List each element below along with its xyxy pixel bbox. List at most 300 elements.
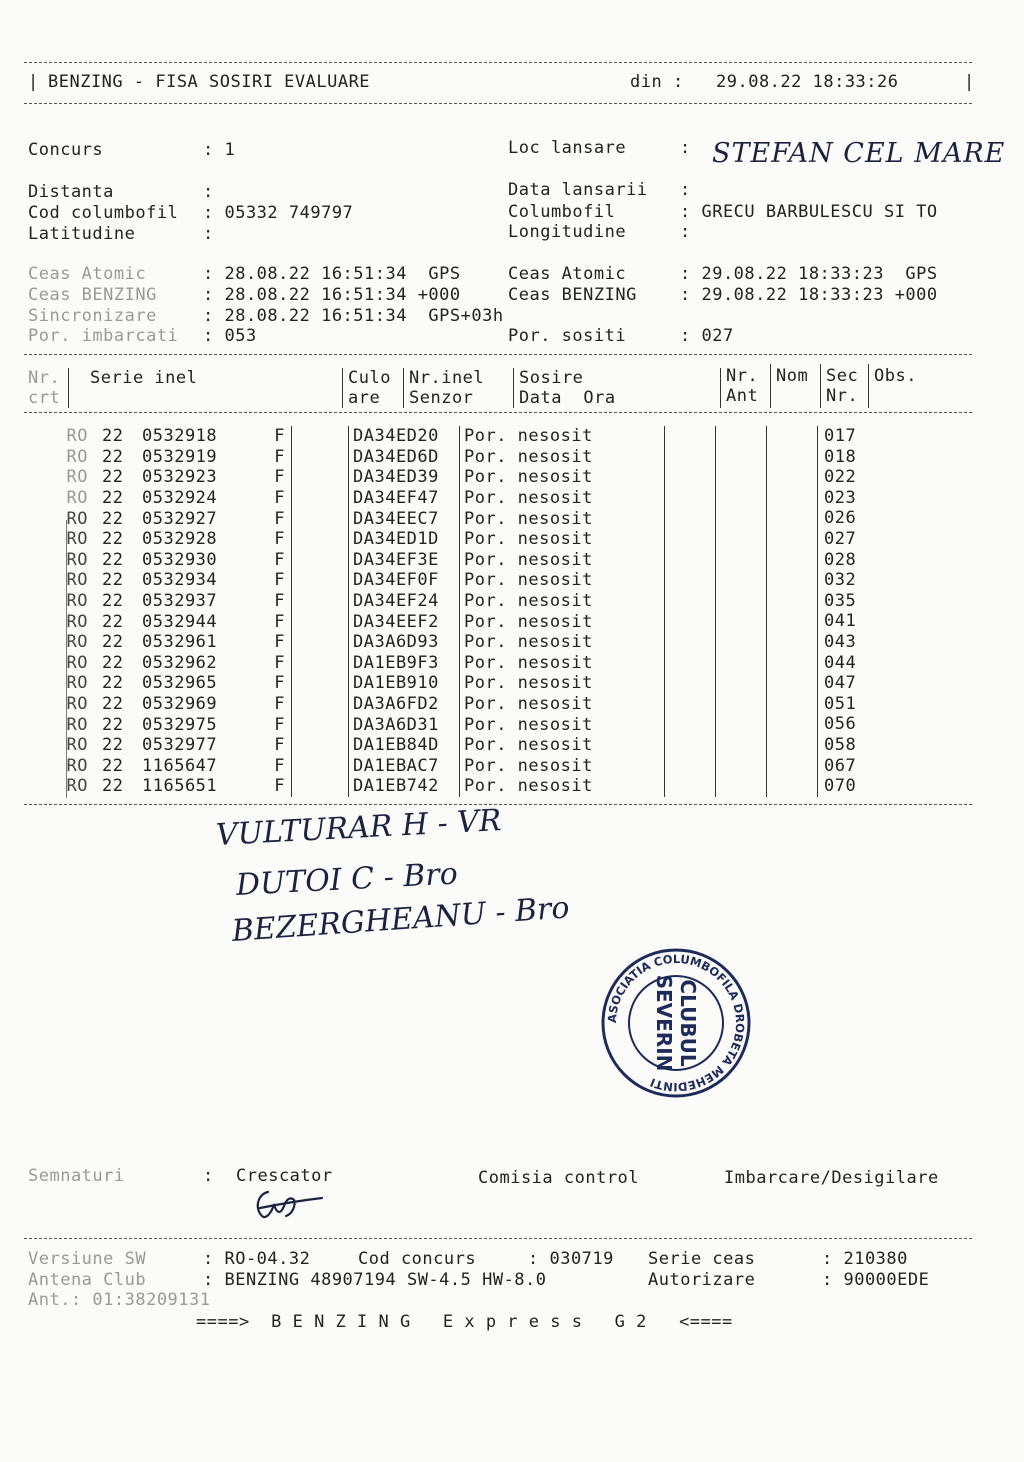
ceas-atomic-label: Ceas Atomic <box>28 264 147 284</box>
row-country: RO <box>66 776 88 797</box>
th-serie-inel: Serie inel <box>90 368 198 388</box>
row-sex: F <box>274 591 285 612</box>
table-row <box>26 694 914 715</box>
row-nom <box>716 776 767 797</box>
row-ring-number: 0532962 <box>142 652 218 673</box>
th-nr-ant-2: Ant <box>726 386 759 406</box>
row-obs: 028 <box>818 550 915 571</box>
row-sex: F <box>274 508 285 529</box>
row-ring-number: 0532965 <box>142 673 218 694</box>
row-nr-ant <box>665 591 716 612</box>
autorizare-label: Autorizare <box>648 1270 756 1290</box>
row-year: 22 <box>102 776 124 797</box>
row-obs: 043 <box>818 632 915 653</box>
row-ring-number: 0532977 <box>142 735 218 756</box>
th-sosire-1: Sosire <box>519 368 584 388</box>
header-bar-left: | <box>28 72 39 92</box>
cod-columbofil-value: : 05332 749797 <box>203 203 354 223</box>
concurs-label: Concurs <box>28 140 104 160</box>
row-obs: 032 <box>818 570 915 591</box>
table-row <box>26 714 914 735</box>
row-obs: 058 <box>818 735 915 756</box>
row-sec-nr <box>767 694 818 715</box>
row-obs: 044 <box>818 653 915 674</box>
row-color <box>292 488 349 509</box>
row-nom <box>716 529 767 550</box>
cod-concurs-label: Cod concurs <box>358 1249 477 1269</box>
row-color <box>292 776 349 797</box>
row-sec-nr <box>767 447 818 468</box>
row-nr-ant <box>665 653 716 674</box>
divider-footer <box>24 1238 972 1239</box>
row-country: RO <box>66 755 88 776</box>
row-sensor: DA34EEC7 <box>349 508 460 529</box>
row-sec-nr <box>767 488 818 509</box>
th-nr-inel-1: Nr.inel <box>409 368 485 388</box>
row-country: RO <box>66 714 88 735</box>
row-sensor: DA1EB910 <box>349 673 460 694</box>
ceas-benzing-right-label: Ceas BENZING <box>508 285 637 305</box>
row-sec-nr <box>767 611 818 632</box>
row-ring-number: 0532928 <box>142 529 218 550</box>
semnaturi-label: Semnaturi <box>28 1166 125 1186</box>
comisia-control-label: Comisia control <box>478 1168 640 1188</box>
row-nr-ant <box>665 611 716 632</box>
row-sex: F <box>274 714 285 735</box>
table-row <box>26 426 914 447</box>
row-sec-nr <box>767 591 818 612</box>
row-sex: F <box>274 549 285 570</box>
row-year: 22 <box>102 549 124 570</box>
table-row <box>26 632 914 653</box>
row-country: RO <box>66 570 88 591</box>
crescator-signature <box>250 1186 330 1226</box>
row-sec-nr <box>767 570 818 591</box>
th-sep-3 <box>403 368 404 408</box>
row-sex: F <box>274 776 285 797</box>
row-sensor: DA34ED20 <box>349 426 460 447</box>
row-color <box>292 550 349 571</box>
row-nom <box>716 714 767 735</box>
date-label: din : <box>630 72 684 92</box>
sincronizare-label: Sincronizare <box>28 306 157 326</box>
th-sosire-2: Data Ora <box>519 388 616 408</box>
row-arrival: Por. nesosit <box>460 467 665 488</box>
row-ring-number: 0532944 <box>142 611 218 632</box>
row-nom <box>716 694 767 715</box>
antena-label: Antena Club <box>28 1270 147 1290</box>
header-bar-right: | <box>964 72 975 92</box>
ceas-benzing-left: : 28.08.22 16:51:34 +000 <box>203 285 461 305</box>
row-sec-nr <box>767 653 818 674</box>
row-year: 22 <box>102 611 124 632</box>
th-sec-nr-2: Nr. <box>826 386 859 406</box>
antena-value: : BENZING 48907194 SW-4.5 HW-8.0 <box>203 1270 547 1290</box>
row-year: 22 <box>102 570 124 591</box>
row-sec-nr <box>767 776 818 797</box>
row-country: RO <box>66 467 88 488</box>
row-arrival: Por. nesosit <box>460 550 665 571</box>
row-arrival: Por. nesosit <box>460 508 665 529</box>
row-arrival: Por. nesosit <box>460 426 665 447</box>
loc-lansare-label: Loc lansare <box>508 138 627 158</box>
row-sex: F <box>274 694 285 715</box>
row-country: RO <box>66 426 88 447</box>
row-nr-ant <box>665 447 716 468</box>
row-obs: 017 <box>818 426 915 447</box>
cod-concurs-value: : 030719 <box>528 1249 614 1269</box>
row-arrival: Por. nesosit <box>460 694 665 715</box>
th-culoare-2: are <box>348 388 381 408</box>
row-year: 22 <box>102 446 124 467</box>
row-ring-number: 0532969 <box>142 694 218 715</box>
ceas-benzing-label: Ceas BENZING <box>28 285 157 305</box>
arrivals-table <box>26 426 914 797</box>
row-year: 22 <box>102 529 124 550</box>
table-row <box>26 508 914 529</box>
row-obs: 022 <box>818 467 915 488</box>
row-nom <box>716 447 767 468</box>
row-arrival: Por. nesosit <box>460 632 665 653</box>
row-year: 22 <box>102 652 124 673</box>
row-nr-ant <box>665 776 716 797</box>
row-country: RO <box>66 488 88 509</box>
row-sec-nr <box>767 714 818 735</box>
th-sep-6 <box>770 364 771 408</box>
columbofil-label: Columbofil <box>508 202 616 222</box>
row-arrival: Por. nesosit <box>460 756 665 777</box>
row-nr-ant <box>665 508 716 529</box>
th-sep-8 <box>868 364 869 408</box>
row-sensor: DA1EBAC7 <box>349 756 460 777</box>
row-color <box>292 735 349 756</box>
row-arrival: Por. nesosit <box>460 611 665 632</box>
row-sex: F <box>274 673 285 694</box>
row-color <box>292 714 349 735</box>
row-nom <box>716 550 767 571</box>
row-color <box>292 570 349 591</box>
row-sex: F <box>274 611 285 632</box>
row-arrival: Por. nesosit <box>460 488 665 509</box>
row-color <box>292 632 349 653</box>
crescator-label: Crescator <box>236 1166 333 1186</box>
handwritten-note-2: DUTOI C - Bro <box>235 856 459 903</box>
row-nr-ant <box>665 426 716 447</box>
row-sensor: DA3A6D93 <box>349 632 460 653</box>
row-ring-number: 0532923 <box>142 467 218 488</box>
row-sec-nr <box>767 735 818 756</box>
row-color <box>292 529 349 550</box>
distanta-value: : <box>203 182 214 202</box>
autorizare-value: : 90000EDE <box>822 1270 930 1290</box>
row-sensor: DA3A6FD2 <box>349 694 460 715</box>
row-ring-number: 0532918 <box>142 426 218 447</box>
latitudine-value: : <box>203 224 214 244</box>
row-country: RO <box>66 611 88 632</box>
table-row <box>26 756 914 777</box>
row-color <box>292 426 349 447</box>
row-sex: F <box>274 632 285 653</box>
stamp-inner-line2: SEVERIN <box>652 974 676 1072</box>
document-datetime: 29.08.22 18:33:26 <box>716 72 899 92</box>
cod-columbofil-label: Cod columbofil <box>28 203 179 223</box>
ceas-atomic-left: : 28.08.22 16:51:34 GPS <box>203 264 461 284</box>
row-country: RO <box>66 735 88 756</box>
row-sex: F <box>274 446 285 467</box>
row-obs: 051 <box>818 694 915 715</box>
row-sec-nr <box>767 508 818 529</box>
row-nr-ant <box>665 694 716 715</box>
versiune-label: Versiune SW <box>28 1249 147 1269</box>
row-year: 22 <box>102 508 124 529</box>
row-year: 22 <box>102 714 124 735</box>
row-nom <box>716 570 767 591</box>
handwritten-note-3: BEZERGHEANU - Bro <box>230 890 571 949</box>
row-sensor: DA34EF24 <box>349 591 460 612</box>
loc-lansare-sep: : <box>680 138 691 158</box>
distanta-label: Distanta <box>28 182 114 202</box>
row-country: RO <box>66 694 88 715</box>
table-row <box>26 611 914 632</box>
th-sep-7 <box>820 364 821 408</box>
row-sex: F <box>274 735 285 756</box>
th-sec-nr-1: Sec <box>826 366 859 386</box>
stamp-outer-text: ASOCIATIA COLUMBOFILA DROBETA MEHEDINTI <box>604 951 748 1095</box>
columbofil-value: : GRECU BARBULESCU SI TO <box>680 202 938 222</box>
row-nom <box>716 735 767 756</box>
th-nr-inel-2: Senzor <box>409 388 474 408</box>
row-nr-ant <box>665 735 716 756</box>
longitudine-label: Longitudine <box>508 222 627 242</box>
row-color <box>292 756 349 777</box>
row-country: RO <box>66 673 88 694</box>
row-year: 22 <box>102 735 124 756</box>
row-sensor: DA34ED1D <box>349 529 460 550</box>
row-nom <box>716 467 767 488</box>
row-nr-ant <box>665 756 716 777</box>
th-sep-4 <box>513 368 514 408</box>
serie-ceas-label: Serie ceas <box>648 1249 756 1269</box>
row-sensor: DA34EF3E <box>349 550 460 571</box>
row-ring-number: 1165651 <box>142 776 218 797</box>
table-row <box>26 776 914 797</box>
stamp-inner-line1: CLUBUL <box>676 979 700 1067</box>
row-arrival: Por. nesosit <box>460 714 665 735</box>
row-country: RO <box>66 591 88 612</box>
row-arrival: Por. nesosit <box>460 529 665 550</box>
th-culoare-1: Culo <box>348 368 391 388</box>
row-sec-nr <box>767 467 818 488</box>
document-title: BENZING - FISA SOSIRI EVALUARE <box>48 72 371 92</box>
por-imbarcati-label: Por. imbarcati <box>28 326 179 346</box>
row-obs: 018 <box>818 447 915 468</box>
row-year: 22 <box>102 467 124 488</box>
row-obs: 056 <box>818 714 915 735</box>
row-nom <box>716 673 767 694</box>
row-nom <box>716 426 767 447</box>
row-ring-number: 0532937 <box>142 591 218 612</box>
row-year: 22 <box>102 673 124 694</box>
row-arrival: Por. nesosit <box>460 673 665 694</box>
row-sex: F <box>274 570 285 591</box>
row-sensor: DA34EEF2 <box>349 611 460 632</box>
row-obs: 026 <box>818 508 915 529</box>
table-row <box>26 467 914 488</box>
row-sensor: DA1EB742 <box>349 776 460 797</box>
row-ring-number: 1165647 <box>142 755 218 776</box>
row-nom <box>716 632 767 653</box>
row-arrival: Por. nesosit <box>460 570 665 591</box>
row-year: 22 <box>102 755 124 776</box>
row-arrival: Por. nesosit <box>460 653 665 674</box>
row-sex: F <box>274 467 285 488</box>
row-color <box>292 673 349 694</box>
row-nr-ant <box>665 673 716 694</box>
row-year: 22 <box>102 426 124 447</box>
row-sensor: DA3A6D31 <box>349 714 460 735</box>
row-nom <box>716 653 767 674</box>
semnaturi-sep: : <box>203 1166 214 1186</box>
row-obs: 067 <box>818 756 915 777</box>
row-nom <box>716 611 767 632</box>
row-nom <box>716 508 767 529</box>
table-row <box>26 591 914 612</box>
row-ring-number: 0532924 <box>142 488 218 509</box>
row-color <box>292 653 349 674</box>
row-ring-number: 0532961 <box>142 632 218 653</box>
longitudine-value: : <box>680 222 691 242</box>
row-sec-nr <box>767 550 818 571</box>
th-sep-5 <box>720 368 721 408</box>
row-nr-ant <box>665 550 716 571</box>
row-nr-ant <box>665 467 716 488</box>
divider-top <box>24 62 972 63</box>
versiune-value: : RO-04.32 <box>203 1249 311 1269</box>
divider-header <box>24 103 972 104</box>
divider-table-header <box>24 412 972 413</box>
row-sec-nr <box>767 673 818 694</box>
row-nr-ant <box>665 632 716 653</box>
row-country: RO <box>66 652 88 673</box>
row-sex: F <box>274 488 285 509</box>
row-nom <box>716 756 767 777</box>
row-obs: 047 <box>818 673 915 694</box>
row-arrival: Por. nesosit <box>460 735 665 756</box>
table-row <box>26 550 914 571</box>
row-sex: F <box>274 755 285 776</box>
row-ring-number: 0532927 <box>142 508 218 529</box>
row-color <box>292 508 349 529</box>
row-sex: F <box>274 652 285 673</box>
concurs-value: : 1 <box>203 140 236 160</box>
por-sositi-label: Por. sositi <box>508 326 627 346</box>
ceas-atomic-right: : 29.08.22 18:33:23 GPS <box>680 264 938 284</box>
row-sec-nr <box>767 632 818 653</box>
row-sensor: DA1EB9F3 <box>349 653 460 674</box>
data-lansarii-value: : <box>680 180 691 200</box>
row-nr-ant <box>665 488 716 509</box>
table-row <box>26 529 914 550</box>
loc-lansare-handwritten: STEFAN CEL MARE <box>712 138 1006 169</box>
row-country: RO <box>66 446 88 467</box>
row-ring-number: 0532930 <box>142 549 218 570</box>
row-country: RO <box>66 508 88 529</box>
row-ring-number: 0532934 <box>142 570 218 591</box>
table-row <box>26 735 914 756</box>
sincronizare-value: : 28.08.22 16:51:34 GPS+03h <box>203 306 504 326</box>
table-row <box>26 653 914 674</box>
row-sec-nr <box>767 529 818 550</box>
imbarcare-label: Imbarcare/Desigilare <box>724 1168 939 1188</box>
row-nom <box>716 488 767 509</box>
row-sex: F <box>274 529 285 550</box>
row-obs: 041 <box>818 611 915 632</box>
th-sep-2 <box>342 368 343 408</box>
ant-line: Ant.: 01:38209131 <box>28 1290 211 1310</box>
row-nr-ant <box>665 529 716 550</box>
row-color <box>292 467 349 488</box>
row-sensor: DA34EF0F <box>349 570 460 591</box>
row-year: 22 <box>102 694 124 715</box>
row-obs: 035 <box>818 591 915 612</box>
table-row <box>26 447 914 468</box>
row-sec-nr <box>767 756 818 777</box>
row-obs: 027 <box>818 529 915 550</box>
serie-ceas-value: : 210380 <box>822 1249 908 1269</box>
por-sositi-value: : 027 <box>680 326 734 346</box>
row-sex: F <box>274 426 285 447</box>
ceas-atomic-right-label: Ceas Atomic <box>508 264 627 284</box>
row-country: RO <box>66 632 88 653</box>
row-arrival: Por. nesosit <box>460 591 665 612</box>
row-sensor: DA34ED6D <box>349 447 460 468</box>
row-color <box>292 447 349 468</box>
benzing-express-line: ====> B E N Z I N G E x p r e s s G 2 <==== <box>196 1312 733 1332</box>
row-sensor: DA1EB84D <box>349 735 460 756</box>
club-stamp <box>598 948 754 1098</box>
row-ring-number: 0532919 <box>142 446 218 467</box>
row-ring-number: 0532975 <box>142 714 218 735</box>
th-obs: Obs. <box>874 366 917 386</box>
row-arrival: Por. nesosit <box>460 447 665 468</box>
divider-table-top <box>24 354 972 355</box>
row-color <box>292 591 349 612</box>
table-row <box>26 488 914 509</box>
row-sec-nr <box>767 426 818 447</box>
por-imbarcati-value: : 053 <box>203 326 257 346</box>
row-color <box>292 611 349 632</box>
th-nr-ant-1: Nr. <box>726 366 759 386</box>
row-nr-ant <box>665 570 716 591</box>
ceas-benzing-right: : 29.08.22 18:33:23 +000 <box>680 285 938 305</box>
row-sensor: DA34EF47 <box>349 488 460 509</box>
th-nr-crt-1: Nr. <box>28 368 61 388</box>
row-country: RO <box>66 549 88 570</box>
th-nom: Nom <box>776 366 809 386</box>
row-arrival: Por. nesosit <box>460 776 665 797</box>
row-sensor: DA34ED39 <box>349 467 460 488</box>
th-nr-crt-2: crt <box>28 388 61 408</box>
th-sep-1 <box>68 368 69 408</box>
handwritten-note-1: VULTURAR H - VR <box>215 803 503 853</box>
row-year: 22 <box>102 488 124 509</box>
row-country: RO <box>66 529 88 550</box>
row-nom <box>716 591 767 612</box>
row-obs: 070 <box>818 776 915 797</box>
row-obs: 023 <box>818 488 915 509</box>
row-year: 22 <box>102 591 124 612</box>
row-year: 22 <box>102 632 124 653</box>
